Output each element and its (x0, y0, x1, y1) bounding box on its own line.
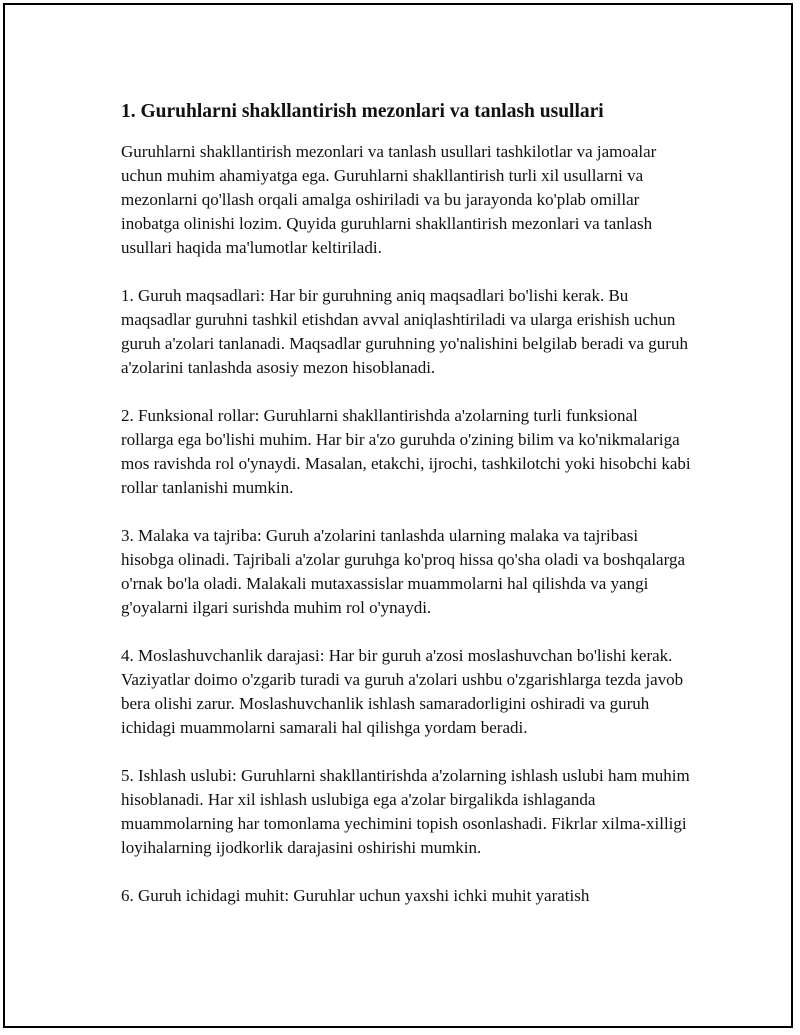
paragraph-group-environment: 6. Guruh ichidagi muhit: Guruhlar uchun yaxshi ichki muhit yaratish (121, 886, 590, 905)
document-body (121, 98, 691, 932)
document-page (3, 3, 793, 1028)
section-title: 1. Guruhlarni shakllantirish mezonlari va tanlash usullari (121, 101, 604, 122)
paragraph-work-style: 5. Ishlash uslubi: Guruhlarni shakllantirishda a'zolarning ishlash uslubi ham muhim hisoblanadi. Har xil ishlash uslubiga ega a'zolar birgalikda ishlaganda muammolarning har tomonlama yechimini topish osonlashadi. Fikrlar xilma-xilligi loyihalarning ijodkorlik darajasini oshirishi mumkin. (121, 766, 690, 857)
paragraph-goals: 1. Guruh maqsadlari: Har bir guruhning aniq maqsadlari bo'lishi kerak. Bu maqsadlar guruhni tashkil etishdan avval aniqlashtiriladi va ularga erishish uchun guruh a'zolari tanlanadi. Maqsadlar guruhning yo'nalishini belgilab beradi va guruh a'zolarini tanlashda asosiy mezon hisoblanadi. (121, 286, 688, 377)
paragraph-functional-roles: 2. Funksional rollar: Guruhlarni shakllantirishda a'zolarning turli funksional rollarga ega bo'lishi muhim. Har bir a'zo guruhda o'zining bilim va ko'nikmalariga mos ravishda rol o'ynaydi. Masalan, etakchi, ijrochi, tashkilotchi yoki hisobchi kabi rollar tanlanishi mumkin. (121, 406, 691, 497)
intro-paragraph: Guruhlarni shakllantirish mezonlari va tanlash usullari tashkilotlar va jamoalar uchun muhim ahamiyatga ega. Guruhlarni shakllantirish turli xil usullarni va mezonlarni qo'llash orqali amalga oshiriladi va bu jarayonda ko'plab omillar inobatga olinishi lozim. Quyida guruhlarni shakllantirish mezonlari va tanlash usullari haqida ma'lumotlar keltiriladi. (121, 142, 657, 257)
paragraph-skills-experience: 3. Malaka va tajriba: Guruh a'zolarini tanlashda ularning malaka va tajribasi hisobga olinadi. Tajribali a'zolar guruhga ko'proq hissa qo'sha oladi va boshqalarga o'rnak bo'la oladi. Malakali mutaxassislar muammolarni hal qilishda va yangi g'oyalarni ilgari surishda muhim rol o'ynaydi. (121, 526, 685, 617)
paragraph-flexibility: 4. Moslashuvchanlik darajasi: Har bir guruh a'zosi moslashuvchan bo'lishi kerak. Vaziyatlar doimo o'zgarib turadi va guruh a'zolari ushbu o'zgarishlarga tezda javob bera olishi zarur. Moslashuvchanlik ishlash samaradorligini oshiradi va guruh ichidagi muammolarni samarali hal qilishga yordam beradi. (121, 646, 684, 737)
